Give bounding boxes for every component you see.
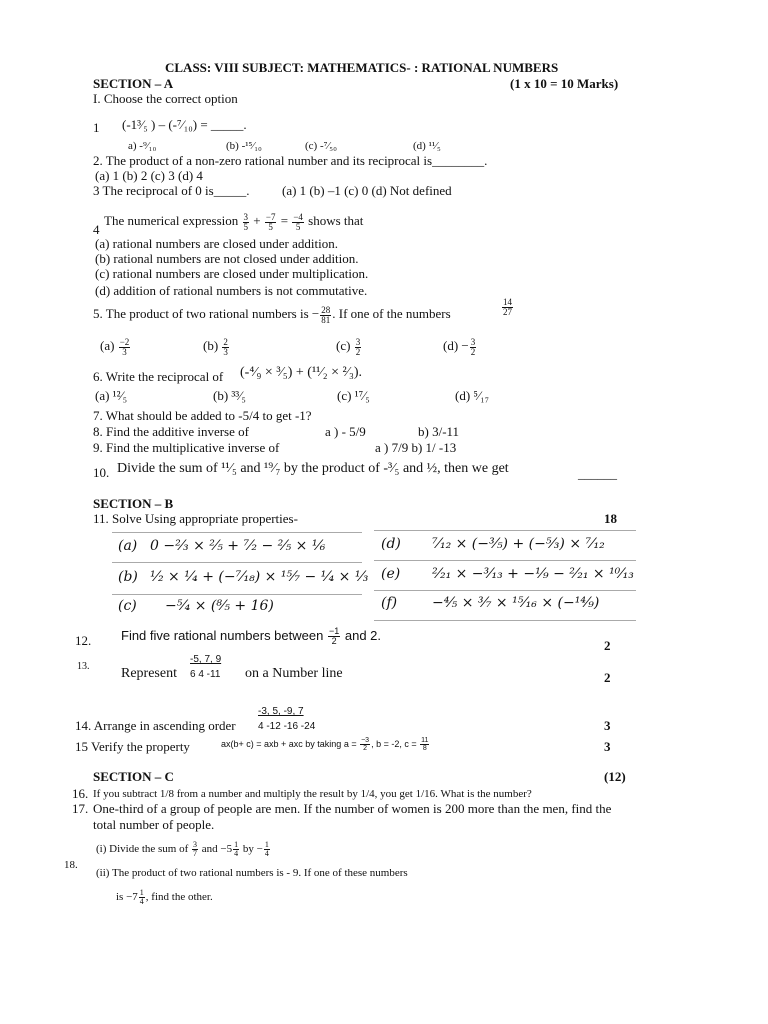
q5-option-d-label: (d) −: [443, 338, 469, 353]
q10-blank: ______: [578, 466, 617, 481]
q13-denominators: 6 4 -11: [190, 669, 221, 680]
q18-i-by-num: 1: [264, 839, 269, 849]
q5-text: [93, 300, 451, 328]
q12-marks: 2: [604, 638, 611, 653]
q10-number: 10.: [93, 465, 110, 480]
q17-number: 17.: [72, 801, 89, 816]
q1-expression: (-1³⁄₅ ) – (-⁷⁄₁₀) = _____.: [122, 117, 247, 132]
q11-part-f-label: (f): [381, 595, 398, 611]
q15-a-den: 2: [363, 745, 368, 753]
q15-text: 15 Verify the property: [75, 739, 190, 754]
q1-option-c: (c) -⁷⁄₅₀: [305, 140, 337, 152]
q5-given-fraction: [501, 298, 514, 317]
q15-c-den: 8: [422, 745, 427, 753]
q11-marks: 18: [604, 511, 617, 526]
q18-i-lead: (i) Divide the sum of: [96, 843, 189, 855]
q11-part-b: ¹⁄₂ × ¹⁄₄ + (−⁷⁄₁₈) × ¹⁵⁄₇ − ¹⁄₄ × ¹⁄₃: [150, 569, 369, 585]
q18-i-num: 3: [193, 839, 198, 849]
q13-numerators: -5, 7, 9: [190, 654, 222, 665]
q4-tail: shows that: [308, 213, 364, 228]
q4-f3-num: −4: [293, 211, 303, 222]
q15-property: [221, 733, 430, 755]
q8-option-a: a ) - 5/9: [325, 424, 366, 439]
q5-lead: 5. The product of two rational numbers is −: [93, 306, 320, 321]
q18-number: 18.: [64, 859, 78, 871]
q4-option-b: (b) rational numbers are not closed under addition.: [95, 251, 359, 266]
q13-number: 13.: [77, 661, 90, 672]
section-a-marks: (1 x 10 = 10 Marks): [510, 76, 619, 91]
q4-option-a: (a) rational numbers are closed under addition.: [95, 236, 338, 251]
q5-option-a: [100, 332, 131, 360]
q18-ii-den: 4: [139, 896, 144, 906]
q11-part-c-label: (c): [118, 598, 137, 614]
q11-part-e-label: (e): [381, 566, 401, 582]
q5-option-b: [203, 332, 230, 360]
q4-lead: The numerical expression: [104, 213, 239, 228]
q4-f2-den: 5: [268, 221, 273, 232]
q12-frac-den: 2: [331, 636, 337, 647]
q8-text: 8. Find the additive inverse of: [93, 424, 249, 439]
q5-b-den: 3: [223, 346, 228, 357]
q18-i-mixed-num: 1: [234, 839, 239, 849]
q18-i-den: 7: [193, 848, 198, 858]
q15-property-text: ax(b+ c) = axb + axc by taking a =: [221, 739, 357, 749]
q18-i-by: by −: [242, 843, 263, 855]
q5-product-den: 81: [321, 314, 331, 325]
q18-part-ii: (ii) The product of two rational numbers is - 9. If one of these numbers: [96, 867, 408, 879]
q5-c-den: 2: [355, 346, 361, 357]
q5-a-den: 3: [122, 346, 127, 357]
q15-c-num: 11: [421, 737, 429, 745]
section-c-title: SECTION – C: [93, 769, 174, 784]
q15-marks: 3: [604, 739, 611, 754]
q1-option-b: (b) -¹⁵⁄₁₀: [226, 140, 262, 152]
q3-options: (a) 1 (b) –1 (c) 0 (d) Not defined: [282, 183, 452, 198]
q5-b-num: 2: [223, 336, 228, 347]
q4-f1-den: 5: [243, 221, 249, 232]
q12-tail: and 2.: [344, 628, 382, 643]
section-c-marks: (12): [604, 769, 626, 784]
q11-text: 11. Solve Using appropriate properties-: [93, 511, 298, 526]
q16-text: If you subtract 1/8 from a number and multiply the result by 1/4, you get 1/16. What is the number?: [93, 788, 532, 800]
q1-option-d: (d) ¹¹⁄₅: [413, 140, 441, 152]
q6-option-c: (c) ¹⁷⁄₅: [337, 388, 370, 403]
q3-text: 3 The reciprocal of 0 is_____.: [93, 183, 250, 198]
q4-option-d: (d) addition of rational numbers is not commutative.: [95, 283, 368, 298]
q6-expression: (-⁴⁄₉ × ³⁄₅) + (¹¹⁄₂ × ²⁄₃).: [240, 365, 363, 380]
q1-number: 1: [93, 120, 100, 135]
q18-part-i: [96, 836, 271, 862]
q14-denominators: 4 -12 -16 -24: [258, 721, 316, 732]
q16-number: 16.: [72, 786, 89, 801]
q5-d-num: 3: [470, 336, 476, 347]
q4-f1-num: 3: [243, 211, 249, 222]
q5-product-num: 28: [321, 304, 331, 315]
q14-text: 14. Arrange in ascending order: [75, 718, 236, 733]
q5-option-b-label: (b): [203, 338, 219, 353]
q1-option-a: a) -⁹⁄₁₀: [128, 140, 157, 152]
q5-given-den: 27: [503, 307, 512, 317]
q12-number: 12.: [75, 633, 92, 648]
q4-number: 4: [93, 222, 100, 237]
q11-part-e: ²⁄₂₁ × −³⁄₁₃ + −¹⁄₉ − ²⁄₂₁ × ¹⁰⁄₁₃: [432, 566, 634, 582]
q18-i-mixed-den: 4: [234, 848, 239, 858]
q18-ii-lead: is −7: [116, 891, 138, 903]
q9-text: 9. Find the multiplicative inverse of: [93, 440, 280, 455]
q13-tail: on a Number line: [245, 666, 343, 681]
q5-option-c: [336, 332, 362, 360]
section-b-title: SECTION – B: [93, 496, 174, 511]
q5-a-num: −2: [119, 336, 130, 347]
q12-text: [121, 625, 381, 647]
q11-part-c: −⁵⁄₄ × (⁸⁄₅ + 16): [165, 598, 274, 614]
page-title: CLASS: VIII SUBJECT: MATHEMATICS- : RATIONAL NUMBERS: [165, 60, 559, 75]
q5-mid: . If one of the numbers: [332, 306, 451, 321]
q5-option-a-label: (a): [100, 338, 115, 353]
q5-option-c-label: (c): [336, 338, 351, 353]
q9-options: a ) 7/9 b) 1/ -13: [375, 440, 457, 455]
q11-part-d: ⁷⁄₁₂ × (−³⁄₅) + (−⁵⁄₃) × ⁷⁄₁₂: [432, 536, 605, 552]
q12-lead: Find five rational numbers between: [121, 628, 324, 643]
q4-plus: +: [253, 213, 261, 228]
q18-part-ii-line2: [116, 884, 213, 910]
q14-numerators: -3, 5, -9, 7: [258, 706, 304, 717]
q2-options: (a) 1 (b) 2 (c) 3 (d) 4: [95, 168, 203, 183]
q6-option-d: (d) ⁵⁄₁₇: [455, 388, 490, 403]
q5-given-num: 14: [503, 297, 512, 307]
q8-option-b: b) 3/-11: [418, 424, 460, 439]
q15-mid: , b = -2, c =: [371, 739, 417, 749]
q4-expression: [104, 205, 363, 237]
q18-ii-tail: , find the other.: [145, 891, 213, 903]
q13-lead: Represent: [121, 666, 177, 681]
instruction: I. Choose the correct option: [93, 91, 238, 106]
q11-part-d-label: (d): [381, 536, 401, 552]
q4-f3-den: 5: [295, 221, 301, 232]
q5-c-num: 3: [355, 336, 361, 347]
q12-frac-num: −1: [328, 626, 340, 637]
q6-text: 6. Write the reciprocal of: [93, 369, 224, 384]
q17-line2: total number of people.: [93, 817, 215, 832]
q6-option-b: (b) ³³⁄₅: [213, 388, 246, 403]
q10-text: Divide the sum of ¹¹⁄₅ and ¹⁹⁄₇ by the product of -³⁄₅ and ½, then we get: [117, 461, 509, 476]
q11-part-b-label: (b): [118, 569, 138, 585]
q4-option-c: (c) rational numbers are closed under multiplication.: [95, 266, 369, 281]
q7-text: 7. What should be added to -5/4 to get -1?: [93, 408, 312, 423]
q13-marks: 2: [604, 670, 611, 685]
q11-part-f: −⁴⁄₅ × ³⁄₇ × ¹⁵⁄₁₆ × (−¹⁴⁄₉): [432, 595, 600, 611]
q14-marks: 3: [604, 718, 611, 733]
q5-option-d: [443, 332, 477, 360]
q18-i-by-den: 4: [264, 848, 269, 858]
q18-i-mid: and −5: [201, 843, 233, 855]
q2-text: 2. The product of a non-zero rational number and its reciprocal is________.: [93, 153, 488, 168]
q5-d-den: 2: [470, 346, 476, 357]
q17-line1: One-third of a group of people are men. If the number of women is 200 more than the men, find the: [93, 801, 612, 816]
q15-a-num: −3: [361, 737, 370, 745]
q6-option-a: (a) ¹²⁄₅: [95, 388, 128, 403]
section-a-title: SECTION – A: [93, 76, 174, 91]
q11-part-a-label: (a): [118, 538, 138, 554]
q4-f2-num: −7: [265, 211, 276, 222]
q11-part-a: 0 −²⁄₃ × ²⁄₅ + ⁷⁄₂ − ²⁄₅ × ¹⁄₆: [150, 538, 326, 554]
q18-ii-num: 1: [139, 887, 144, 897]
q4-equals: =: [280, 213, 289, 228]
